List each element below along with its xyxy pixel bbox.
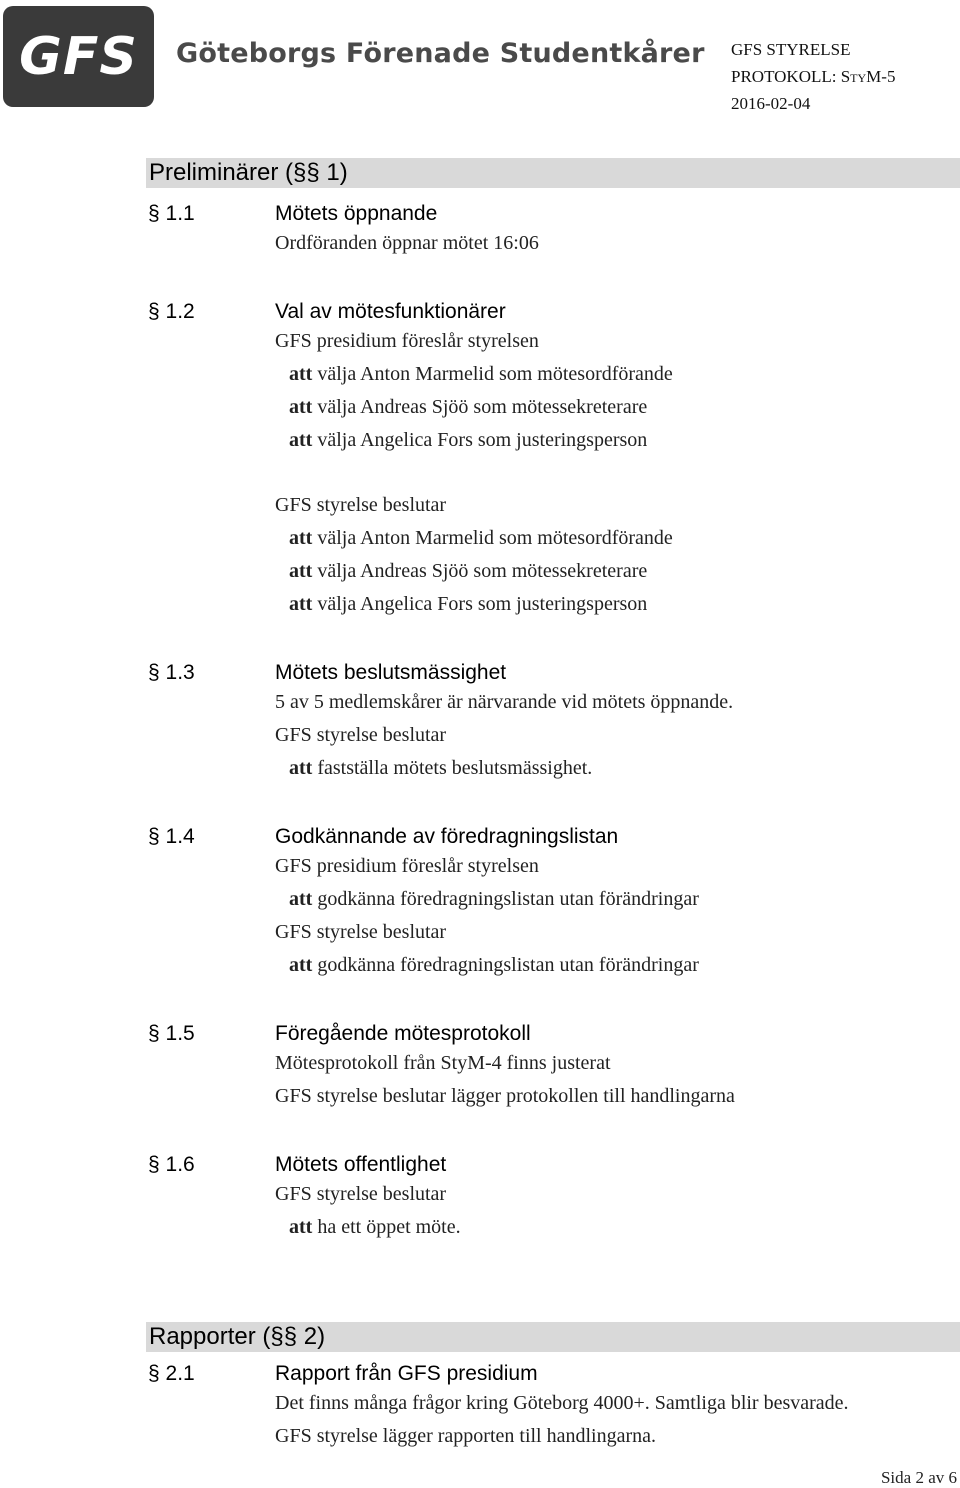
item-text: Det finns många frågor kring Göteborg 4000+. Samtliga blir besvarade. (275, 1392, 849, 1414)
document-meta (731, 36, 895, 117)
decision-line: att godkänna föredragningslistan utan förändringar (289, 954, 699, 976)
item-number: § 2.1 (148, 1362, 195, 1385)
item-text: GFS styrelse beslutar (275, 494, 447, 516)
decision-line: att välja Anton Marmelid som mötesordförande (289, 527, 673, 549)
page-number: Sida 2 av 6 (880, 1468, 957, 1487)
item-title: Mötets offentlighet (275, 1153, 447, 1176)
item-text: GFS styrelse lägger rapporten till handlingarna. (275, 1425, 657, 1447)
item-text: Mötesprotokoll från StyM-4 finns justerat (275, 1052, 611, 1074)
item-number: § 1.3 (148, 661, 195, 684)
item-number: § 1.2 (148, 300, 195, 323)
gfs-logo (3, 6, 154, 107)
item-text: GFS styrelse beslutar (275, 921, 447, 943)
item-number: § 1.1 (148, 202, 195, 225)
item-title: Rapport från GFS presidium (275, 1362, 538, 1385)
item-number: § 1.6 (148, 1153, 195, 1176)
item-title: Mötets beslutsmässighet (275, 661, 507, 684)
section-heading-rapporter: Rapporter (§§ 2) (146, 1322, 960, 1352)
item-title: Föregående mötesprotokoll (275, 1022, 531, 1045)
item-title: Val av mötesfunktionärer (275, 300, 506, 323)
item-text: GFS presidium föreslår styrelsen (275, 330, 539, 352)
motion-line: att välja Andreas Sjöö som mötessekreterare (289, 396, 648, 418)
item-number: § 1.5 (148, 1022, 195, 1045)
doc-type: GFS STYRELSE (731, 40, 851, 59)
protocol-id: PROTOKOLL: StyM-5 (731, 67, 896, 86)
item-text: GFS styrelse beslutar (275, 1183, 447, 1205)
item-title: Godkännande av föredragningslistan (275, 825, 619, 848)
item-number: § 1.4 (148, 825, 195, 848)
item-text: Ordföranden öppnar mötet 16:06 (275, 232, 539, 254)
motion-line: att välja Angelica Fors som justeringsperson (289, 429, 648, 451)
logo-text: GFS (19, 26, 138, 87)
item-text: 5 av 5 medlemskårer är närvarande vid mötets öppnande. (275, 691, 734, 713)
item-text: GFS styrelse beslutar lägger protokollen till handlingarna (275, 1085, 735, 1107)
decision-line: att ha ett öppet möte. (289, 1216, 461, 1238)
motion-line: att välja Anton Marmelid som mötesordförande (289, 363, 673, 385)
decision-line: att välja Angelica Fors som justeringsperson (289, 593, 648, 615)
item-title: Mötets öppnande (275, 202, 438, 225)
decision-line: att fastställa mötets beslutsmässighet. (289, 757, 593, 779)
item-text: GFS presidium föreslår styrelsen (275, 855, 539, 877)
meeting-date: 2016-02-04 (731, 94, 811, 113)
motion-line: att godkänna föredragningslistan utan förändringar (289, 888, 699, 910)
section-heading-preliminarer: Preliminärer (§§ 1) (146, 158, 960, 188)
org-name: Göteborgs Förenade Studentkårer (176, 38, 705, 69)
item-text: GFS styrelse beslutar (275, 724, 447, 746)
decision-line: att välja Andreas Sjöö som mötessekreterare (289, 560, 648, 582)
